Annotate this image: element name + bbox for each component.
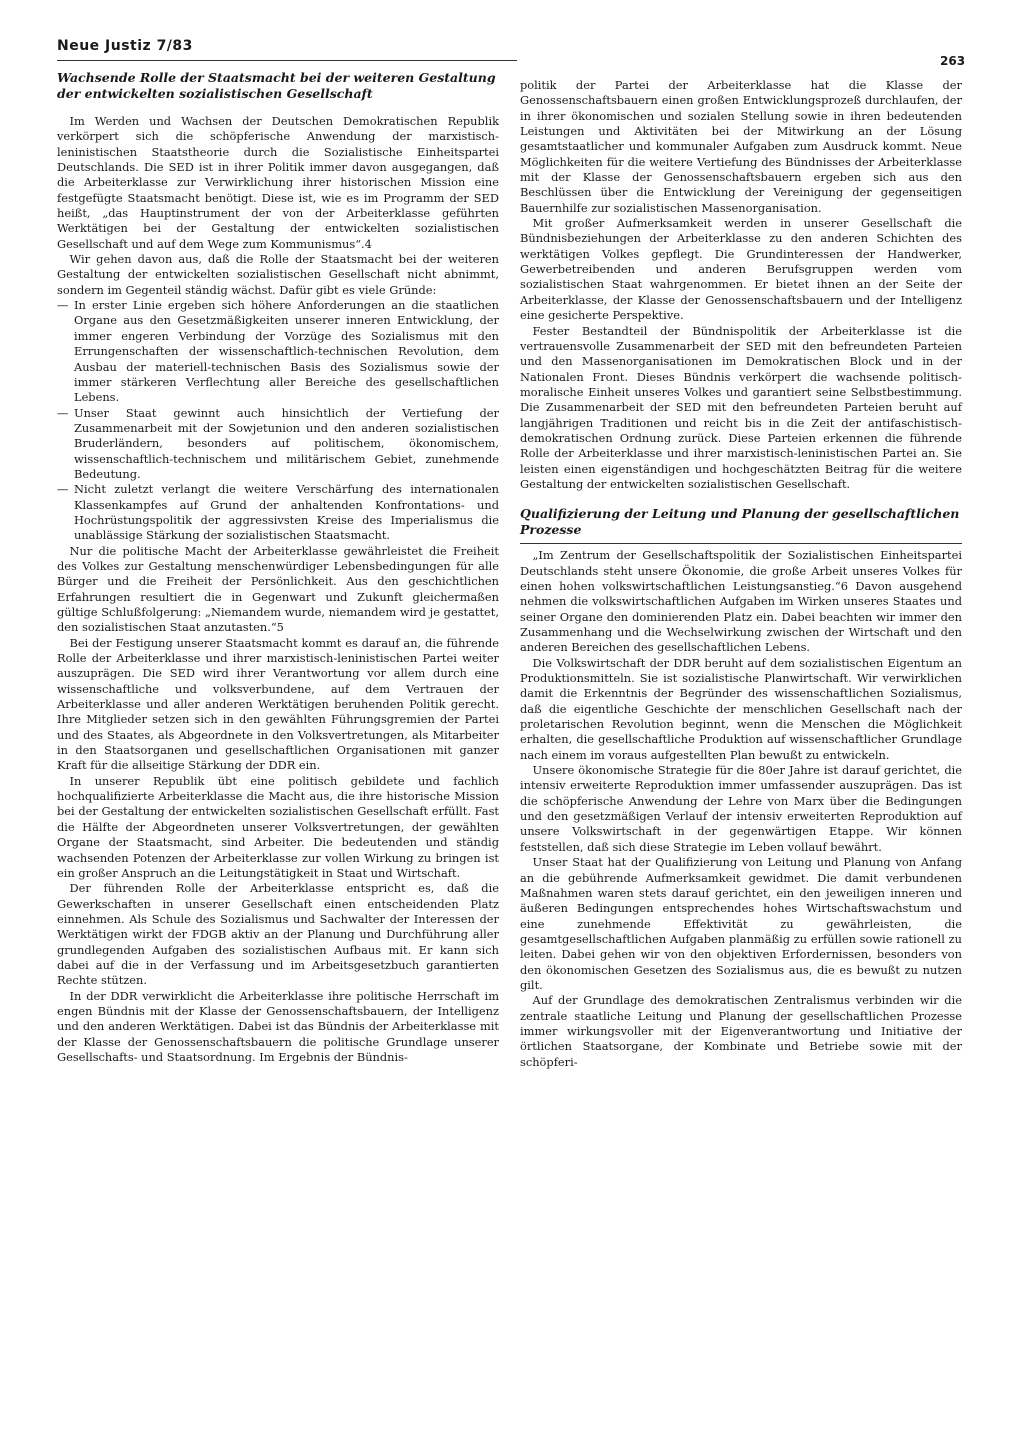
paragraph: Nur die politische Macht der Arbeiterklasse gewährleistet die Freiheit des Volkes zur Gestaltung menschenwürdiger Lebensbedingungen für alle Bürger und die Freiheit der Persönlichkeit. Aus den geschichtlichen Erfahrungen resultiert die in Gegenwart und Zukunft gleichermaßen gültige Schlußfolgerung: „Niemandem wurde, niemandem wird je gestattet, den sozialistischen Staat anzutasten.“5 [57,543,499,635]
left-column [57,70,499,1065]
paragraph: Die Volkswirtschaft der DDR beruht auf dem sozialistischen Eigentum an Produktionsmitteln. Sie ist sozialistische Planwirtschaft. Wir verwirklichen damit die Erkenntnis der Begründer des wissenschaftlichen Sozialismus, daß die eigentliche Geschichte der menschlichen Gesellschaft nach der proletarischen Revolution beginnt, wenn die Menschen die Möglichkeit erhalten, die gesellschaftliche Produktion auf wissenschaftlicher Grundlage nach einem im voraus aufgestellten Plan bewußt zu entwickeln. [520,655,962,762]
header-rule [57,60,517,61]
paragraph: Unsere ökonomische Strategie für die 80er Jahre ist darauf gerichtet, die intensiv erweiterte Reproduktion immer umfassender auszuprägen. Das ist die schöpferische Anwendung der Lehre von Marx über die Bedingungen und den gesetzmäßigen Verlauf der intensiv erweiterten Reproduktion auf unsere Volkswirtschaft in der gegenwärtigen Etappe. Wir können feststellen, daß sich diese Strategie im Leben vollauf bewährt. [520,763,962,854]
list-item: — In erster Linie ergeben sich höhere Anforderungen an die staatlichen Organe aus den Gesetzmäßigkeiten unserer inneren Entwicklung, der immer engeren Verbindung der Vorzüge des Sozialismus mit den Errungenschaften der wissenschaftlich-technischen Revolution, dem Ausbau der materiell-technischen Basis des Sozialismus sowie der immer stärkeren Verflechtung aller Bereiche des gesellschaftlichen Lebens. [57,298,499,405]
paragraph: Wir gehen davon aus, daß die Rolle der Staatsmacht bei der weiteren Gestaltung der entwickelten sozialistischen Gesellschaft nicht abnimmt, sondern im Gegenteil ständig wächst. Dafür gibt es viele Gründe: [57,252,499,297]
paragraph: In der DDR verwirklicht die Arbeiterklasse ihre politische Herrschaft im engen Bündnis mit der Klasse der Genossenschaftsbauern, der Intelligenz und den anderen Werktätigen. Dabei ist das Bündnis der Arbeiterklasse mit der Klasse der Genossenschaftsbauern die politische Grundlage unserer Gesellschafts- und Staatsordnung. Im Ergebnis der Bündnis- [57,988,499,1064]
journal-title: Neue Justiz 7/83 [57,38,193,54]
section-heading: Wachsende Rolle der Staatsmacht bei der weiteren Gestaltung der entwickelten sozialistischen Gesellschaft [57,70,496,101]
paragraph: Fester Bestandteil der Bündnispolitik der Arbeiterklasse ist die vertrauensvolle Zusammenarbeit der SED mit den befreundeten Parteien und den Massenorganisationen im Demokratischen Block und in der Nationalen Front. Dieses Bündnis verkörpert die wachsende politisch-moralische Einheit unseres Volkes und garantiert seine Selbstbestimmung. Die Zusammenarbeit der SED mit den befreundeten Parteien beruht auf langjährigen Traditionen und reicht bis in die Zeit der antifaschistisch-demokratischen Ordnung zurück. Diese Parteien erkennen die führende Rolle der Arbeiterklasse und ihrer marxistisch-leninistischen Partei an. Sie leisten einen eigenständigen und hochgeschätzten Beitrag für die weitere Gestaltung der entwickelten sozialistischen Gesellschaft. [520,323,962,491]
paragraph: Unser Staat hat der Qualifizierung von Leitung und Planung von Anfang an die gebührende Aufmerksamkeit gewidmet. Die damit verbundenen Maßnahmen waren stets darauf gerichtet, ein den jeweiligen inneren und äußeren Bedingungen entsprechendes hohes Wirtschaftswachstum und eine zunehmende Effektivität zu gewährleisten, die gesamtgesellschaftlichen Aufgaben planmäßig zu erfüllen sowie rationell zu leiten. Dabei gehen wir von den objektiven Erfordernissen, besonders von den ökonomischen Gesetzen des Sozialismus aus, die es bewußt zu nutzen gilt. [520,855,962,992]
paragraph: Auf der Grundlage des demokratischen Zentralismus verbinden wir die zentrale staatliche Leitung und Planung der gesellschaftlichen Prozesse immer wirkungsvoller mit der Eigenverantwortung und Initiative der örtlichen Staatsorgane, der Kombinate und Betriebe sowie mit der schöpferi- [520,993,962,1069]
section-heading-text: Qualifizierung der Leitung und Planung der gesellschaftlichen Prozesse [520,506,960,538]
heading-rule [520,543,962,544]
paragraph: Mit großer Aufmerksamkeit werden in unserer Gesellschaft die Bündnisbeziehungen der Arbeiterklasse zu den anderen Schichten des werktätigen Volkes gepflegt. Die Grundinteressen der Handwerker, Gewerbetreibenden und anderen Berufsgruppen werden vom sozialistischen Staat wahrgenommen. Er bietet ihnen an der Seite der Arbeiterklasse, der Klasse der Genossenschaftsbauern und der Intelligenz eine gesicherte Perspektive. [520,216,962,323]
paragraph: Der führenden Rolle der Arbeiterklasse entspricht es, daß die Gewerkschaften in unserer Gesellschaft einen entscheidenden Platz einnehmen. Als Schule des Sozialismus und Sachwalter der Interessen der Werktätigen wirkt der FDGB aktiv an der Planung und Durchführung aller grundlegenden Aufgaben des sozialistischen Aufbaus mit. Er kann sich dabei auf die in der Verfassung und im Arbeitsgesetzbuch garantierten Rechte stützen. [57,881,499,988]
right-column [520,78,962,1070]
paragraph: In unserer Republik übt eine politisch gebildete und fachlich hochqualifizierte Arbeiterklasse die Macht aus, die ihre historische Mission bei der Gestaltung der entwickelten sozialistischen Gesellschaft erfüllt. Fast die Hälfte der Abgeordneten unserer Volksvertretungen, der gewählten Organe der Staatsmacht, sind Arbeiter. Die bedeutenden und ständig wachsenden Potenzen der Arbeiterklasse zur vollen Wirkung zu bringen ist ein großer Anspruch an die Leitungstätigkeit in Staat und Wirtschaft. [57,773,499,880]
list-item: — Unser Staat gewinnt auch hinsichtlich der Vertiefung der Zusammenarbeit mit der Sowjetunion und den anderen sozialistischen Bruderländern, besonders auf politischem, ökonomischem, wissenschaftlich-technischem und militärischem Gebiet, zunehmende Bedeutung. [57,406,499,483]
paragraph: Bei der Festigung unserer Staatsmacht kommt es darauf an, die führende Rolle der Arbeiterklasse und ihrer marxistisch-leninistischen Partei weiter auszuprägen. Die SED wird ihrer Verantwortung vor allem durch eine wissenschaftliche und volksverbundene, auf dem Vertrauen der Arbeiterklasse und aller anderen Werktätigen beruhenden Politik gerecht. Ihre Mitglieder setzen sich in den gewählten Führungsgremien der Partei und des Staates, als Abgeordnete in den Volksvertretungen, als Mitarbeiter in den Staatsorganen und gesellschaftlichen Organisationen mit ganzer Kraft für die allseitige Stärkung der DDR ein. [57,635,499,773]
list-item: — Nicht zuletzt verlangt die weitere Verschärfung des internationalen Klassenkampfes auf Grund der anhaltenden Konfrontations- und Hochrüstungspolitik der aggressivsten Kreise des Imperialismus die unablässige Stärkung der sozialistischen Staatsmacht. [57,482,499,543]
reason-list [57,298,499,544]
paragraph: politik der Partei der Arbeiterklasse hat die Klasse der Genossenschaftsbauern einen großen Entwicklungsprozeß durchlaufen, der in ihrer ökonomischen und sozialen Stellung sowie in ihren bedeutenden Leistungen und Aktivitäten bei der Mitwirkung an der Lösung gesamtstaatlicher und kommunaler Aufgaben zum Ausdruck kommt. Neue Möglichkeiten für die weitere Vertiefung des Bündnisses der Arbeiterklasse mit der Klasse der Genossenschaftsbauern ergeben sich aus den Beschlüssen über die Entwicklung der Vereinigung der gegenseitigen Bauernhilfe zur sozialistischen Massenorganisation. [520,78,962,215]
paragraph: Im Werden und Wachsen der Deutschen Demokratischen Republik verkörpert sich die schöpferische Anwendung der marxistisch-leninistischen Staatstheorie durch die Sozialistische Einheitspartei Deutschlands. Die SED ist in ihrer Politik immer davon ausgegangen, daß die Arbeiterklasse zur Verwirklichung ihrer historischen Mission eine festgefügte Staatsmacht benötigt. Diese ist, wie es im Programm der SED heißt, „das Hauptinstrument der von der Arbeiterklasse geführten Werktätigen bei der Gestaltung der entwickelten sozialistischen Gesellschaft und auf dem Wege zum Kommunismus“.4 [57,114,499,251]
paragraph: „Im Zentrum der Gesellschaftspolitik der Sozialistischen Einheitspartei Deutschlands steht unsere Ökonomie, die große Arbeit unseres Volkes für einen hohen volkswirtschaftlichen Leistungsanstieg.“6 Davon ausgehend nehmen die volkswirtschaftlichen Aufgaben im Wirken unseres Staates und seiner Organe den dominierenden Platz ein. Dabei beachten wir immer den Zusammenhang und die Wechselwirkung zwischen der Wirtschaft und den anderen Bereichen des gesellschaftlichen Lebens. [520,548,962,655]
section-heading-2 [520,506,962,538]
page-number: 263 [940,54,966,68]
